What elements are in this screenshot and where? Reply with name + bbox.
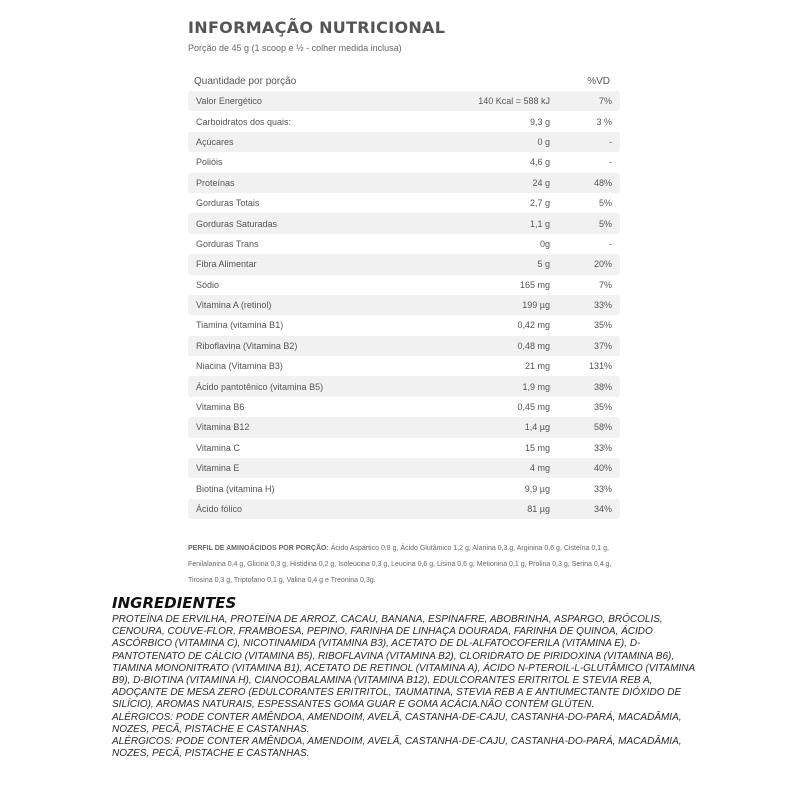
table-row [188, 438, 620, 458]
nutrition-table [188, 71, 620, 519]
nutrient-amount: 0,45 mg [517, 402, 550, 413]
nutrient-amount: 4 mg [529, 463, 550, 474]
nutrient-amount: 5 g [537, 259, 550, 270]
nutrient-name: Carboidratos dos quais: [196, 116, 292, 127]
nutrient-vd: 35% [593, 402, 612, 413]
nutrient-vd: 38% [593, 381, 612, 392]
table-row [188, 193, 620, 213]
amino-acid-label: PERFIL DE AMINOÁCIDOS POR PORÇÃO: [188, 545, 329, 553]
nutrient-vd: 5% [598, 218, 612, 229]
allergen-warning-repeat: ALÉRGICOS: PODE CONTER AMÊNDOA, AMENDOIM, AVELÃ, CASTANHA-DE-CAJU, CASTANHA-DO-PARÁ, MACADÂMIA, NOZES, PECÃ, PISTACHE E CASTANHAS. [112, 736, 682, 760]
table-row [188, 499, 620, 519]
nutrient-amount: 0,42 mg [517, 320, 550, 331]
nutrient-name: Riboflavina (Vitamina B2) [196, 340, 298, 351]
table-row [188, 213, 620, 233]
nutrient-vd: 33% [593, 300, 612, 311]
nutrient-vd: 5% [598, 198, 612, 209]
nutrient-vd: 33% [593, 483, 612, 494]
nutrient-name: Ácido fólico [196, 504, 243, 514]
nutrition-rows [188, 91, 620, 519]
nutrient-amount: 9,3 g [529, 116, 550, 127]
table-row [188, 397, 620, 417]
nutrient-name: Açúcares [196, 136, 234, 147]
nutrient-vd: 20% [593, 259, 612, 270]
nutrient-vd: 34% [593, 504, 612, 514]
nutrient-amount: 24 g [532, 177, 550, 188]
table-row [188, 356, 620, 376]
nutrient-amount: 9,9 µg [524, 483, 550, 494]
nutrient-vd: 7% [598, 96, 612, 107]
nutrient-amount: 1,1 g [529, 218, 550, 229]
nutrient-name: Biotina (vitamina H) [196, 483, 275, 494]
table-row [188, 254, 620, 274]
table-row [188, 152, 620, 172]
nutrient-vd: 131% [588, 361, 612, 372]
table-row [188, 417, 620, 437]
nutrient-amount: 2,7 g [529, 198, 550, 209]
nutrient-amount: 140 Kcal = 588 kJ [478, 96, 550, 107]
allergen-warning: ALÉRGICOS: PODE CONTER AMÊNDOA, AMENDOIM, AVELÃ, CASTANHA-DE-CAJU, CASTANHA-DO-PARÁ, MACADÂMIA, NOZES, PECÃ, PISTACHE E CASTANHAS. [112, 711, 682, 735]
nutrient-amount: 81 µg [527, 504, 550, 514]
ingredients-list: PROTEÍNA DE ERVILHA, PROTEÍNA DE ARROZ, CACAU, BANANA, ESPINAFRE, ABOBRINHA, ASPARGO, BRÓCOLIS, CENOURA, COUVE-FLOR, FRAMBOESA, PEPINO, FARINHA DE LINHAÇA DOURADA, FARINHA DE QUINOA, ÁCIDO ASCÓRBICO (VITAMINA C), NICOTINAMIDA (VITAMINA B3), ACETATO DE DL-ALFATOCOFERILA (VITAMINA E), D-PANTOTENATO DE CÁLCIO (VITAMINA B5), RIBOFLAVINA (VITAMINA B2), CLORIDRATO DE PIRIDOXINA (VITAMINA B6), TIAMINA MONONITRATO (VITAMINA B1), ACETATO DE RETINOL (VITAMINA A), ÁCIDO N-PTEROIL-L-GLUTÂMICO (VITAMINA B9), D-BIOTINA (VITAMINA H), CIANOCOBALAMINA (VITAMINA B12), EDULCORANTES ERITRITOL E STEVIA REB A, ADOÇANTE DE MESA ZERO (EDULCORANTES ERITRITOL, TAUMATINA, STEVIA REB A E ANTIUMECTANTE DIÓXIDO DE SILÍCIO), AROMAS NATURAIS, ESPESSANTES GOMA GUAR E GOMA ACÁCIA.NÃO CONTÉM GLÚTEN. [112, 614, 695, 711]
nutrient-amount: 15 mg [524, 442, 550, 453]
nutrition-panel [188, 18, 620, 589]
table-row [188, 295, 620, 315]
nutrient-name: Niacina (Vitamina B3) [196, 361, 283, 372]
nutrient-vd: 35% [593, 320, 612, 331]
nutrient-vd: 58% [593, 422, 612, 433]
nutrient-name: Proteínas [196, 177, 235, 188]
nutrient-name: Vitamina B6 [196, 402, 245, 413]
nutrient-name: Ácido pantotênico (vitamina B5) [196, 381, 324, 392]
table-row [188, 275, 620, 295]
nutrient-vd: - [609, 136, 612, 147]
nutrient-vd: 40% [593, 463, 612, 474]
nutrient-amount: 199 µg [522, 300, 550, 311]
nutrient-amount: 0 g [537, 136, 550, 147]
nutrient-vd: 48% [593, 177, 612, 188]
nutrient-vd: 33% [593, 442, 612, 453]
nutrient-amount: 1,9 mg [522, 381, 550, 392]
amino-acid-values: Ácido Aspártico 0,8 g, Ácido Glutâmico 1,2 g, Alanina 0,3 g, Arginina 0,6 g, Cisteína 0,1 g, Fenilalanina 0,4 g, Glicina 0,3 g, Histidina 0,2 g, Isoleucina 0,3 g, Leucina 0,6 g, Lisina 0,6 g, Metionina 0,1 g, Prolina 0,3 g, Serina 0,4 g, Tirosina 0,3 g, Triptofano 0,1 g, Valina 0,4 g e Treonina 0,3g. [188, 545, 612, 585]
nutrient-amount: 4,6 g [529, 157, 550, 168]
table-row [188, 132, 620, 152]
nutrient-name: Vitamina B12 [196, 422, 250, 433]
table-row [188, 478, 620, 498]
nutrient-name: Vitamina E [196, 463, 240, 474]
nutrient-amount: 21 mg [524, 361, 550, 372]
nutrient-name: Valor Energético [196, 96, 262, 107]
nutrient-amount: 165 mg [519, 279, 550, 290]
amino-acid-profile [188, 541, 620, 589]
nutrient-vd: 3 % [596, 116, 612, 127]
table-row [188, 91, 620, 111]
nutrient-name: Vitamina C [196, 442, 240, 453]
portion-size: Porção de 45 g (1 scoop e ½ - colher medida inclusa) [188, 43, 402, 53]
nutrient-amount: 0g [539, 238, 550, 249]
ingredients-title: INGREDIENTES [112, 594, 237, 612]
table-row [188, 234, 620, 254]
nutrient-name: Fibra Alimentar [196, 259, 257, 270]
nutrient-name: Polióis [196, 157, 223, 168]
nutrient-vd: - [609, 157, 612, 168]
nutrient-name: Sódio [196, 279, 220, 290]
table-row [188, 111, 620, 131]
nutrient-name: Gorduras Saturadas [196, 218, 278, 229]
nutrient-name: Gorduras Totais [196, 198, 260, 209]
nutrient-amount: 1,4 µg [524, 422, 550, 433]
nutrient-name: Tiamina (vitamina B1) [196, 320, 284, 331]
nutrient-amount: 0,48 mg [517, 340, 550, 351]
table-row [188, 376, 620, 396]
nutrient-vd: 7% [598, 279, 612, 290]
table-row [188, 173, 620, 193]
header-quantity-label: Quantidade por porção [194, 75, 297, 87]
table-row [188, 336, 620, 356]
nutrition-table-header [188, 71, 620, 91]
nutrient-name: Gorduras Trans [196, 238, 259, 249]
header-vd-label: %VD [587, 75, 610, 87]
nutrient-vd: 37% [593, 340, 612, 351]
table-row [188, 458, 620, 478]
table-row [188, 315, 620, 335]
nutrition-title: INFORMAÇÃO NUTRICIONAL [188, 18, 446, 37]
ingredients-section [112, 594, 698, 760]
nutrient-name: Vitamina A (retinol) [196, 300, 272, 311]
nutrient-vd: - [609, 238, 612, 249]
